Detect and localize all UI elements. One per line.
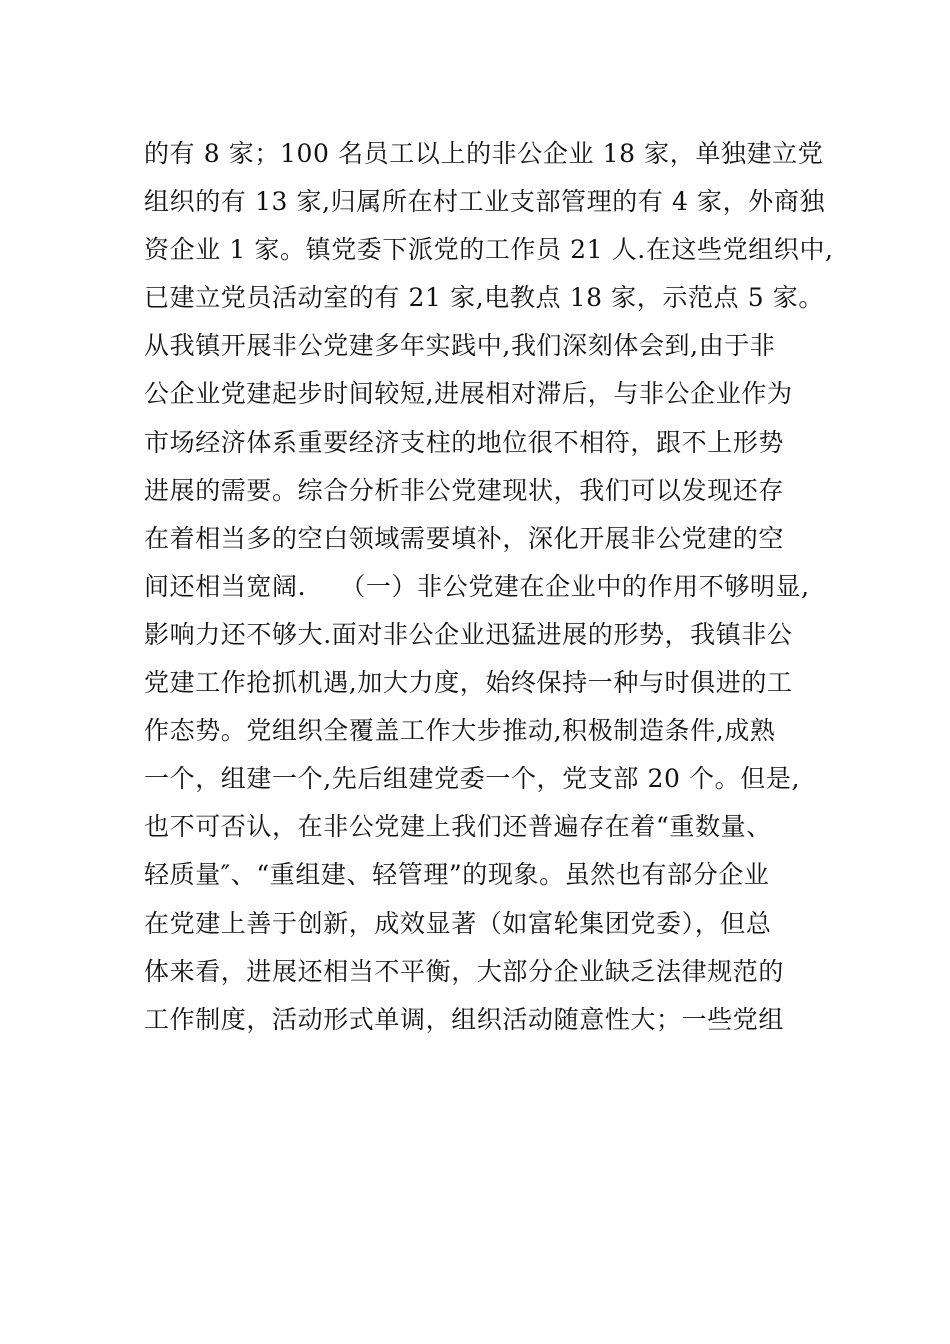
text-line: 也不可否认，在非公党建上我们还普遍存在着“重数量、: [144, 812, 772, 842]
text-line: 的有 8 家；100 名员工以上的非公企业 18 家，单独建立党: [144, 139, 824, 168]
text-line: 从我镇开展非公党建多年实践中,我们深刻体会到,由于非: [144, 331, 776, 361]
text-line: 资企业 1 家。镇党委下派党的工作员 21 人.在这些党组织中,: [144, 235, 834, 265]
text-line: 已建立党员活动室的有 21 家,电教点 18 家，示范点 5 家。: [144, 283, 824, 313]
text-line: 市场经济体系重要经济支柱的地位很不相符，跟不上形势: [144, 427, 785, 457]
text-line: 组织的有 13 家,归属所在村工业支部管理的有 4 家，外商独: [144, 187, 826, 217]
text-line: 工作制度，活动形式单调，组织活动随意性大；一些党组: [144, 1004, 785, 1034]
text-line: 进展的需要。综合分析非公党建现状，我们可以发现还存: [144, 475, 785, 505]
text-line: 作态势。党组织全覆盖工作大步推动,积极制造条件,成熟: [144, 716, 776, 746]
text-line: 在党建上善于创新，成效显著（如富轮集团党委），但总: [144, 908, 772, 938]
text-line: 间还相当宽阔. （一）非公党建在企业中的作用不够明显,: [144, 571, 810, 601]
text-line: 公企业党建起步时间较短,进展相对滞后，与非公企业作为: [144, 379, 793, 409]
text-line: 影响力还不够大.面对非公企业迅猛进展的形势，我镇非公: [144, 619, 793, 649]
text-line: 在着相当多的空白领域需要填补，深化开展非公党建的空: [144, 523, 785, 553]
body-text: [144, 130, 834, 1044]
text-line: 党建工作抢抓机遇,加大力度，始终保持一种与时俱进的工: [144, 668, 793, 698]
text-line: 体来看，进展还相当不平衡，大部分企业缺乏法律规范的: [144, 956, 785, 986]
text-line: 一个，组建一个,先后组建党委一个，党支部 20 个。但是,: [144, 764, 801, 794]
text-line: 轻质量″、“重组建、轻管理”的现象。虽然也有部分企业: [144, 860, 770, 890]
